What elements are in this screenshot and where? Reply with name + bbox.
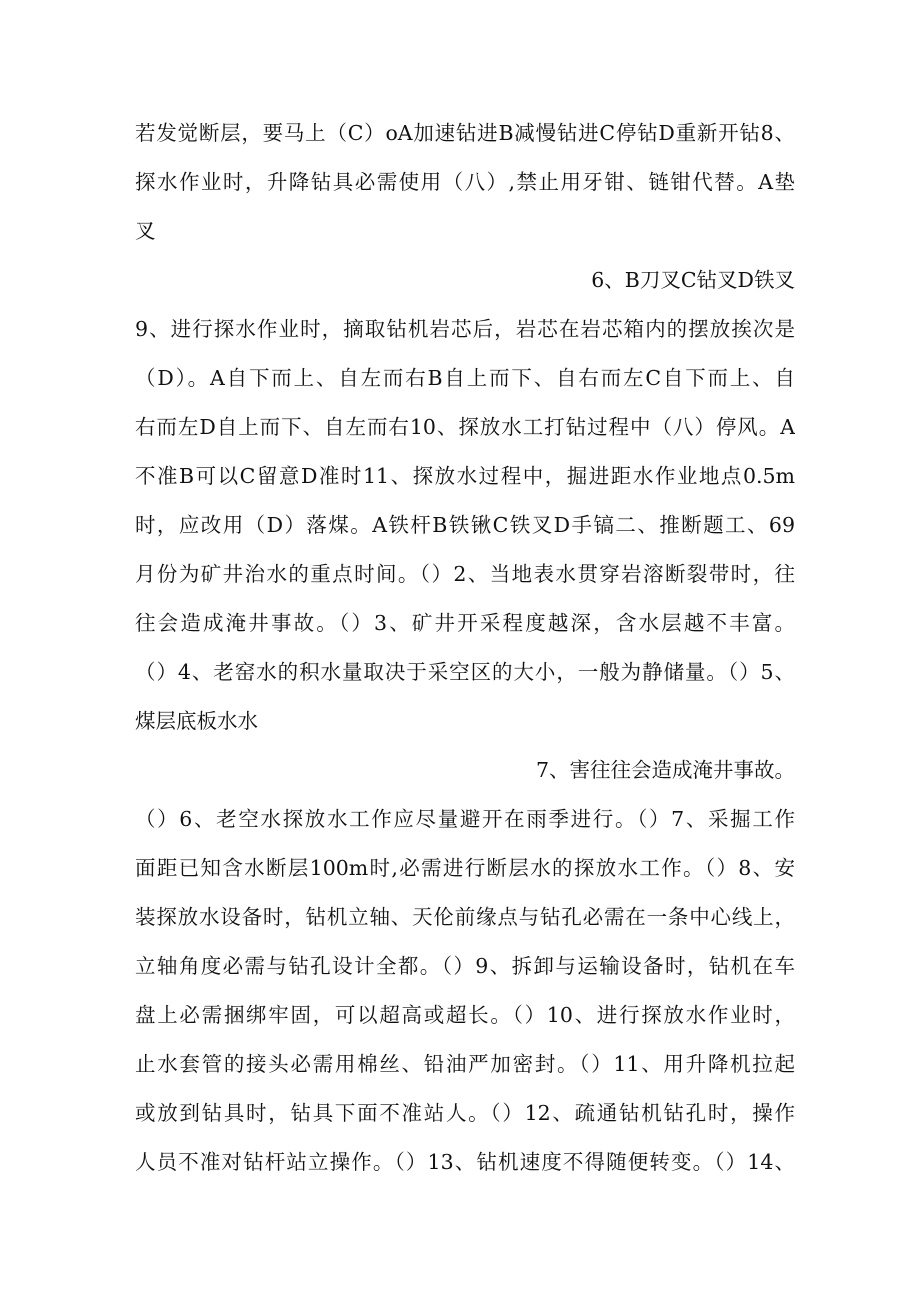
text-line-2: 探水作业时，升降钻具必需使用（八）,禁止用牙钳、链钳代替。A垫	[135, 170, 795, 194]
text-line-12: （）4、老窑水的积水量取决于采空区的大小，一般为静储量。（）5、	[135, 660, 795, 684]
text-line-5: 9、进行探水作业时，摘取钻机岩芯后，岩芯在岩芯箱内的摆放挨次是	[135, 317, 795, 341]
text-line-1: 若发觉断层，要马上（C）oA加速钻进B减慢钻进C停钻D重新开钻8、	[135, 121, 795, 145]
text-line-22: 人员不准对钻杆站立操作。（）13、钻机速度不得随便转变。（）14、	[135, 1150, 795, 1174]
text-line-18: 立轴角度必需与钻孔设计全都。（）9、拆卸与运输设备时，钻机在车	[135, 954, 795, 978]
text-line-7: 右而左D自上而下、自左而右10、探放水工打钻过程中（八）停风。A	[135, 415, 795, 439]
text-line-4: 6、B刀叉C钻叉D铁叉	[591, 268, 795, 292]
text-line-8: 不准B可以C留意D准时11、探放水过程中，掘进距水作业地点0.5m	[135, 464, 795, 488]
text-line-15: （）6、老空水探放水工作应尽量避开在雨季进行。（）7、采掘工作	[135, 807, 795, 831]
text-line-11: 往会造成淹井事故。（）3、矿井开采程度越深，含水层越不丰富。	[135, 611, 795, 635]
text-line-6: （D）。A自下而上、自左而右B自上而下、自右而左C自下而上、自	[135, 366, 795, 390]
text-line-19: 盘上必需捆绑牢固，可以超高或超长。（）10、进行探放水作业时，	[135, 1003, 795, 1027]
text-line-13: 煤层底板水水	[135, 709, 258, 733]
text-line-21: 或放到钻具时，钻具下面不准站人。（）12、疏通钻机钻孔时，操作	[135, 1101, 795, 1125]
text-line-16: 面距已知含水断层100m时,必需进行断层水的探放水工作。（）8、安	[135, 856, 795, 880]
text-line-14: 7、害往往会造成淹井事故。	[535, 758, 795, 782]
text-line-3: 叉	[135, 219, 156, 243]
text-line-20: 止水套管的接头必需用棉丝、铅油严加密封。（）11、用升降机拉起	[135, 1052, 795, 1076]
text-line-17: 装探放水设备时，钻机立轴、天伦前缘点与钻孔必需在一条中心线上，	[135, 905, 795, 929]
text-line-10: 月份为矿井治水的重点时间。（）2、当地表水贯穿岩溶断裂带时，往	[135, 562, 795, 586]
text-line-9: 时，应改用（D）落煤。A铁杆B铁锹C铁叉D手镐二、推断题工、69	[135, 513, 795, 537]
